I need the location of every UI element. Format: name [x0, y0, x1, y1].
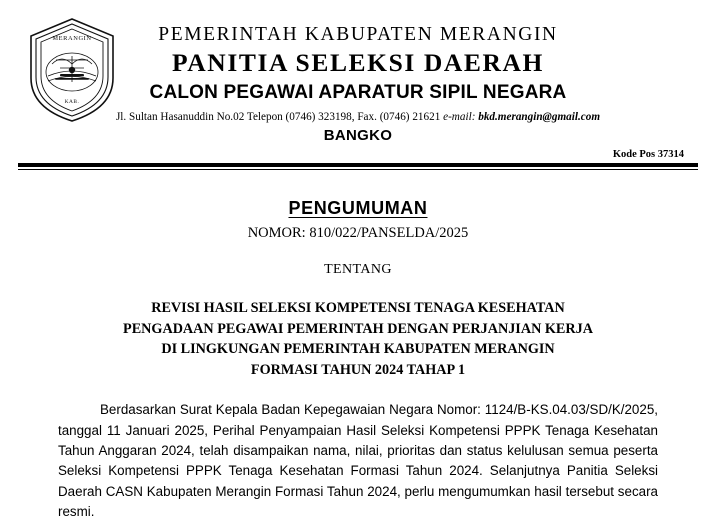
subject-line: DI LINGKUNGAN PEMERINTAH KABUPATEN MERANGIN	[161, 341, 555, 358]
address-text: Jl. Sultan Hasanuddin No.02 Telepon (0746) 323198, Fax. (0746) 21621	[115, 110, 444, 123]
svg-text:MERANGIN: MERANGIN	[52, 35, 92, 42]
letterhead	[0, 0, 716, 160]
divider-thin-line	[18, 169, 698, 170]
subject-line: REVISI HASIL SELEKSI KOMPETENSI TENAGA KESEHATAN	[151, 299, 565, 316]
subject-line: FORMASI TAHUN 2024 TAHAP 1	[250, 361, 466, 378]
page-title: PENGUMUMAN	[288, 197, 428, 218]
divider-thick-line	[18, 163, 698, 167]
letterhead-address	[30, 110, 686, 125]
document-body	[0, 198, 716, 523]
email-label: e-mail:	[443, 110, 476, 123]
email-address: bkd.merangin@gmail.com	[475, 110, 601, 123]
document-subject	[58, 298, 658, 380]
header-divider	[0, 163, 716, 170]
document-number: NOMOR: 810/022/PANSELDA/2025	[247, 224, 469, 241]
letterhead-line-2: PANITIA SELEKSI DAERAH	[172, 48, 544, 78]
letterhead-postal-code: Kode Pos 37314	[612, 149, 684, 161]
svg-text:KAB.: KAB.	[64, 99, 80, 105]
tentang-label: TENTANG	[324, 261, 392, 277]
letterhead-city: BANGKO	[323, 127, 393, 145]
regional-crest-icon	[26, 16, 118, 124]
body-paragraph-1: Berdasarkan Surat Kepala Badan Kepegawaian Negara Nomor: 1124/B-KS.04.03/SD/K/2025, tanggal 11 Januari 2025, Perihal Penyampaian Hasil Seleksi Kompetensi PPPK Tenaga Kesehatan Tahun Anggaran 2024, telah disampaikan nama, nilai, prioritas dan status kelulusan semua peserta Seleksi Kompetensi PPPK Tenaga Kesehatan Formasi Tahun 2024. Selanjutnya Panitia Seleksi Daerah CASN Kabupaten Merangin Formasi Tahun 2024, perlu mengumumkan hasil tersebut secara resmi.	[58, 402, 658, 520]
subject-line: PENGADAAN PEGAWAI PEMERINTAH DENGAN PERJANJIAN KERJA	[123, 320, 593, 337]
letterhead-line-1: PEMERINTAH KABUPATEN MERANGIN	[158, 24, 558, 45]
letterhead-line-3: CALON PEGAWAI APARATUR SIPIL NEGARA	[149, 81, 567, 103]
